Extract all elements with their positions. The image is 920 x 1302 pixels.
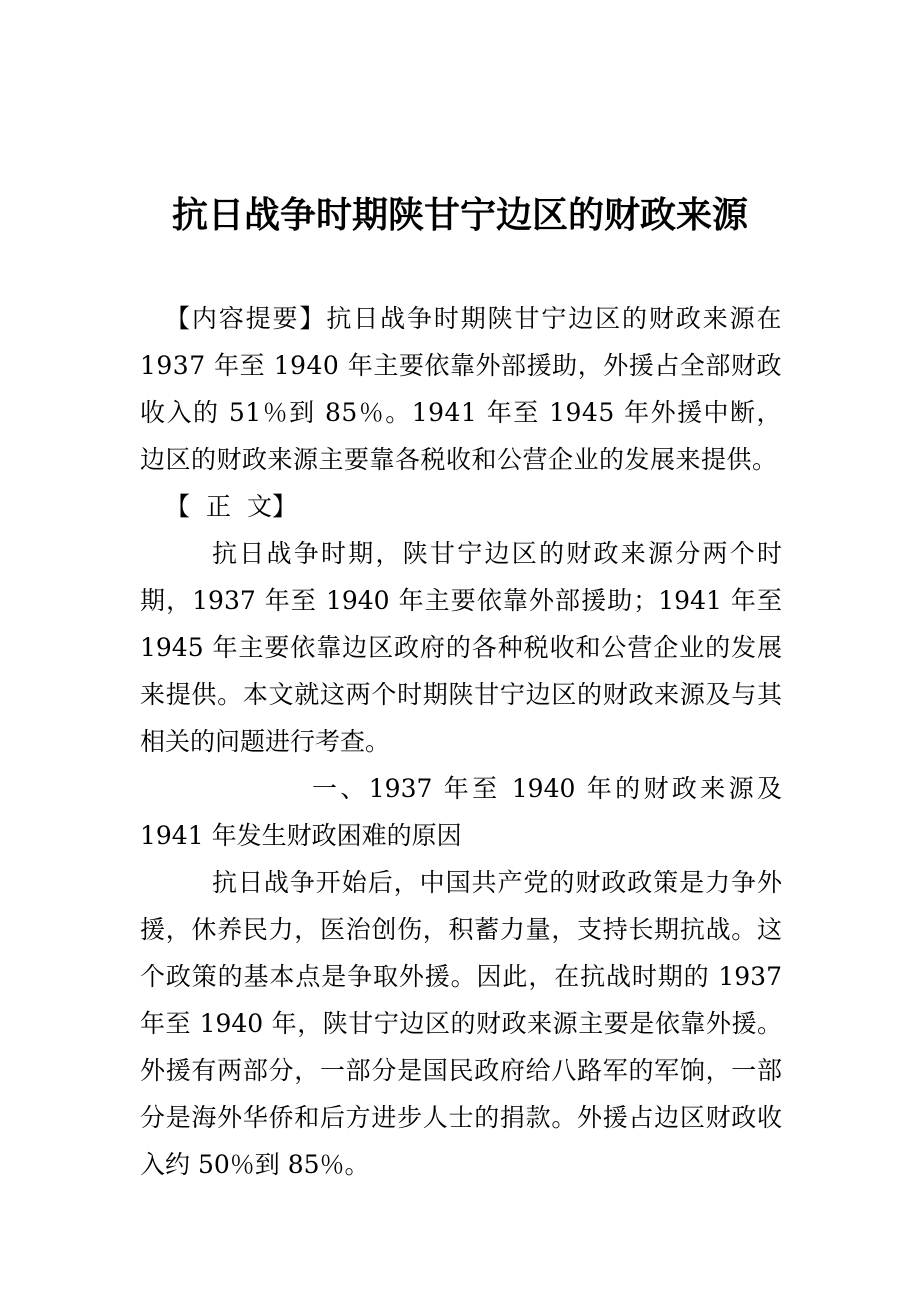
- intro-paragraph: 抗日战争时期，陕甘宁边区的财政来源分两个时期，1937 年至 1940 年主要依靠外部援助；1941 年至 1945 年主要依靠边区政府的各种税收和公营企业的发展来提供。本文就这两个时期陕甘宁边区的财政来源及与其相关的问题进行考查。: [140, 539, 782, 756]
- main-label-close: 】: [272, 492, 298, 521]
- section-paragraph: 抗日战争开始后，中国共产党的财政政策是力争外援，休养民力，医治创伤，积蓄力量，支持长期抗战。这个政策的基本点是争取外援。因此，在抗战时期的 1937 年至 1940 年，陕甘宁边区的财政来源主要是依靠外援。外援有两部分，一部分是国民政府给八路军的军饷，一部分是海外华侨和后方进步人士的捐款。外援占边区财政收入约 50％到 85％。: [140, 868, 782, 1179]
- document-title: 抗日战争时期陕甘宁边区的财政来源: [171, 195, 748, 237]
- main-label-open: 【: [165, 492, 191, 521]
- abstract-text: 抗日战争时期陕甘宁边区的财政来源在1937 年至 1940 年主要依靠外部援助，外援占全部财政收入的 51％到 85％。1941 年至 1945 年外援中断，边区的财政来源主要靠各税收和公营企业的发展来提供。: [140, 304, 782, 474]
- abstract-label: 【内容提要】: [165, 304, 327, 333]
- main-label-word2: 文: [247, 492, 273, 521]
- section-heading: 一、1937 年至 1940 年的财政来源及 1941 年发生财政困难的原因: [140, 774, 782, 850]
- document-body: [140, 295, 782, 1188]
- main-text-label: [140, 483, 782, 530]
- main-label-word1: 正: [206, 492, 232, 521]
- abstract-paragraph: [140, 295, 782, 483]
